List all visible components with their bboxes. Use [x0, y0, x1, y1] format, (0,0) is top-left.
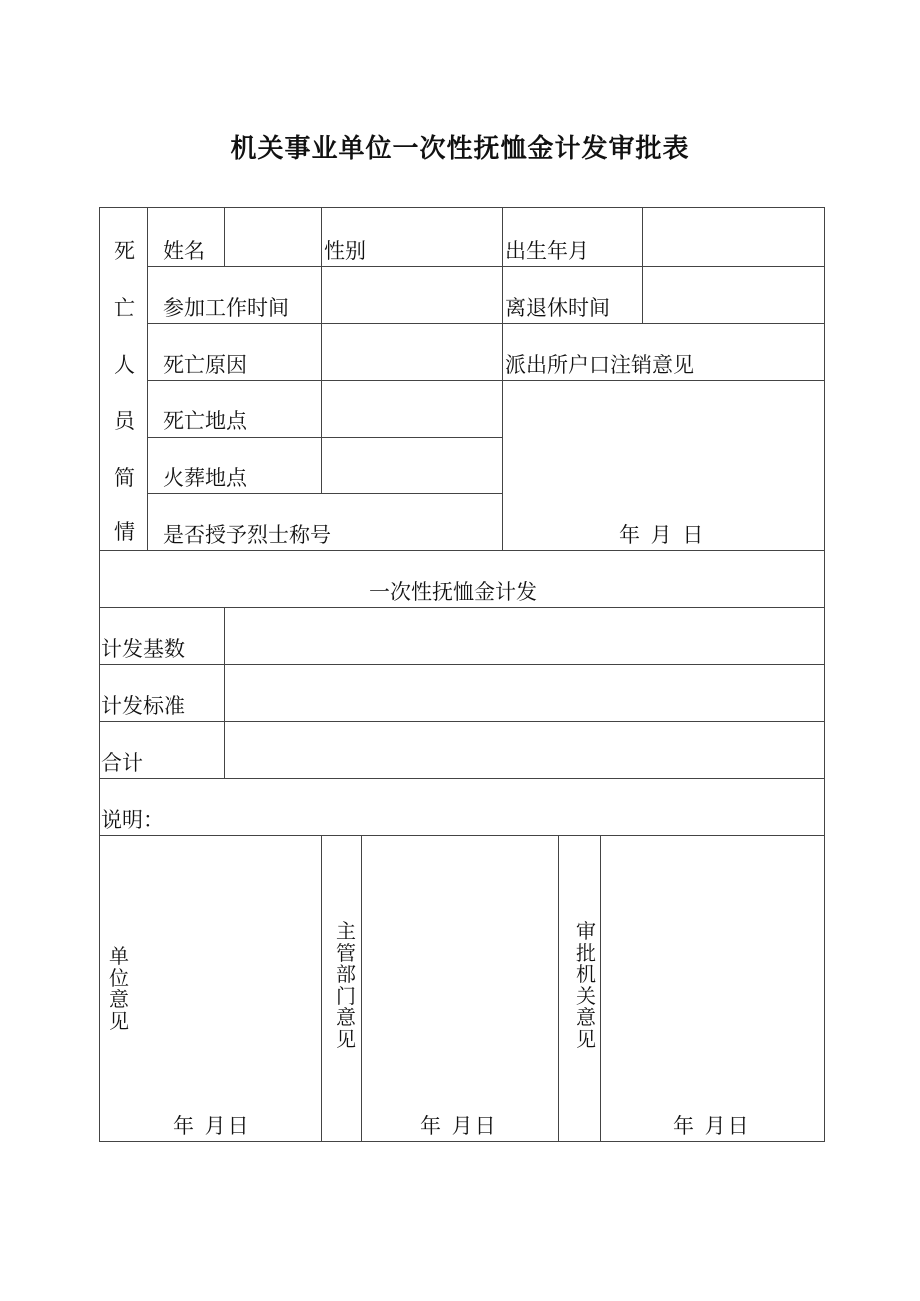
base-field[interactable]: [224, 607, 825, 665]
work-start-field[interactable]: [321, 266, 503, 324]
payment-header: 一次性抚恤金计发: [369, 580, 537, 604]
birth-field[interactable]: [642, 207, 825, 267]
deceased-section-char-2: 亡: [114, 296, 135, 320]
work-start-label: 参加工作时间: [163, 296, 289, 320]
note-cell[interactable]: [99, 778, 825, 836]
name-field[interactable]: [224, 207, 322, 267]
total-value: [225, 722, 824, 758]
police-label: 派出所户口注销意见: [505, 353, 694, 377]
birth-label: 出生年月: [505, 239, 589, 263]
cremation-label: 火葬地点: [163, 466, 247, 490]
death-place-field[interactable]: [321, 380, 503, 438]
dept-opinion-cell[interactable]: [361, 835, 559, 1142]
death-cause-value: [322, 324, 502, 360]
note-label: 说明：: [101, 808, 164, 832]
deceased-section-char-6: 情: [114, 520, 135, 544]
approve-opinion-label: 审批机关意见: [576, 919, 596, 1051]
martyr-label: 是否授予烈士称号: [163, 523, 331, 547]
unit-opinion-date: 年 月日: [173, 1114, 251, 1138]
deceased-section-char-1: 死: [114, 239, 135, 263]
page-title: 机关事业单位一次性抚恤金计发审批表: [230, 134, 690, 164]
approve-opinion-cell[interactable]: [600, 835, 825, 1142]
standard-label: 计发标准: [101, 694, 185, 718]
retire-field[interactable]: [642, 266, 825, 324]
deceased-section-char-5: 简: [114, 466, 135, 490]
birth-value: [643, 208, 824, 248]
gender-label: 性别: [324, 239, 366, 263]
deceased-section-char-3: 人: [114, 353, 135, 377]
retire-label: 离退休时间: [505, 296, 610, 320]
base-value: [225, 608, 824, 644]
unit-opinion-label: 单位意见: [109, 944, 129, 1033]
standard-field[interactable]: [224, 664, 825, 722]
unit-opinion-cell[interactable]: [99, 835, 322, 1142]
dept-opinion-date: 年 月日: [420, 1114, 498, 1138]
name-label: 姓名: [163, 239, 205, 263]
name-value: [225, 208, 321, 248]
total-field[interactable]: [224, 721, 825, 779]
death-place-label: 死亡地点: [163, 409, 247, 433]
death-cause-field[interactable]: [321, 323, 503, 381]
death-cause-label: 死亡原因: [163, 353, 247, 377]
total-label: 合计: [101, 751, 143, 775]
deceased-section-char-4: 员: [114, 409, 135, 433]
cremation-value: [322, 438, 502, 474]
dept-opinion-label: 主管部门意见: [336, 919, 356, 1051]
approve-opinion-date: 年 月日: [673, 1114, 751, 1138]
death-place-value: [322, 381, 502, 417]
retire-value: [643, 267, 824, 303]
cremation-field[interactable]: [321, 437, 503, 494]
work-start-value: [322, 267, 502, 303]
base-label: 计发基数: [101, 637, 185, 661]
standard-value: [225, 665, 824, 701]
police-date: 年 月 日: [619, 523, 706, 547]
